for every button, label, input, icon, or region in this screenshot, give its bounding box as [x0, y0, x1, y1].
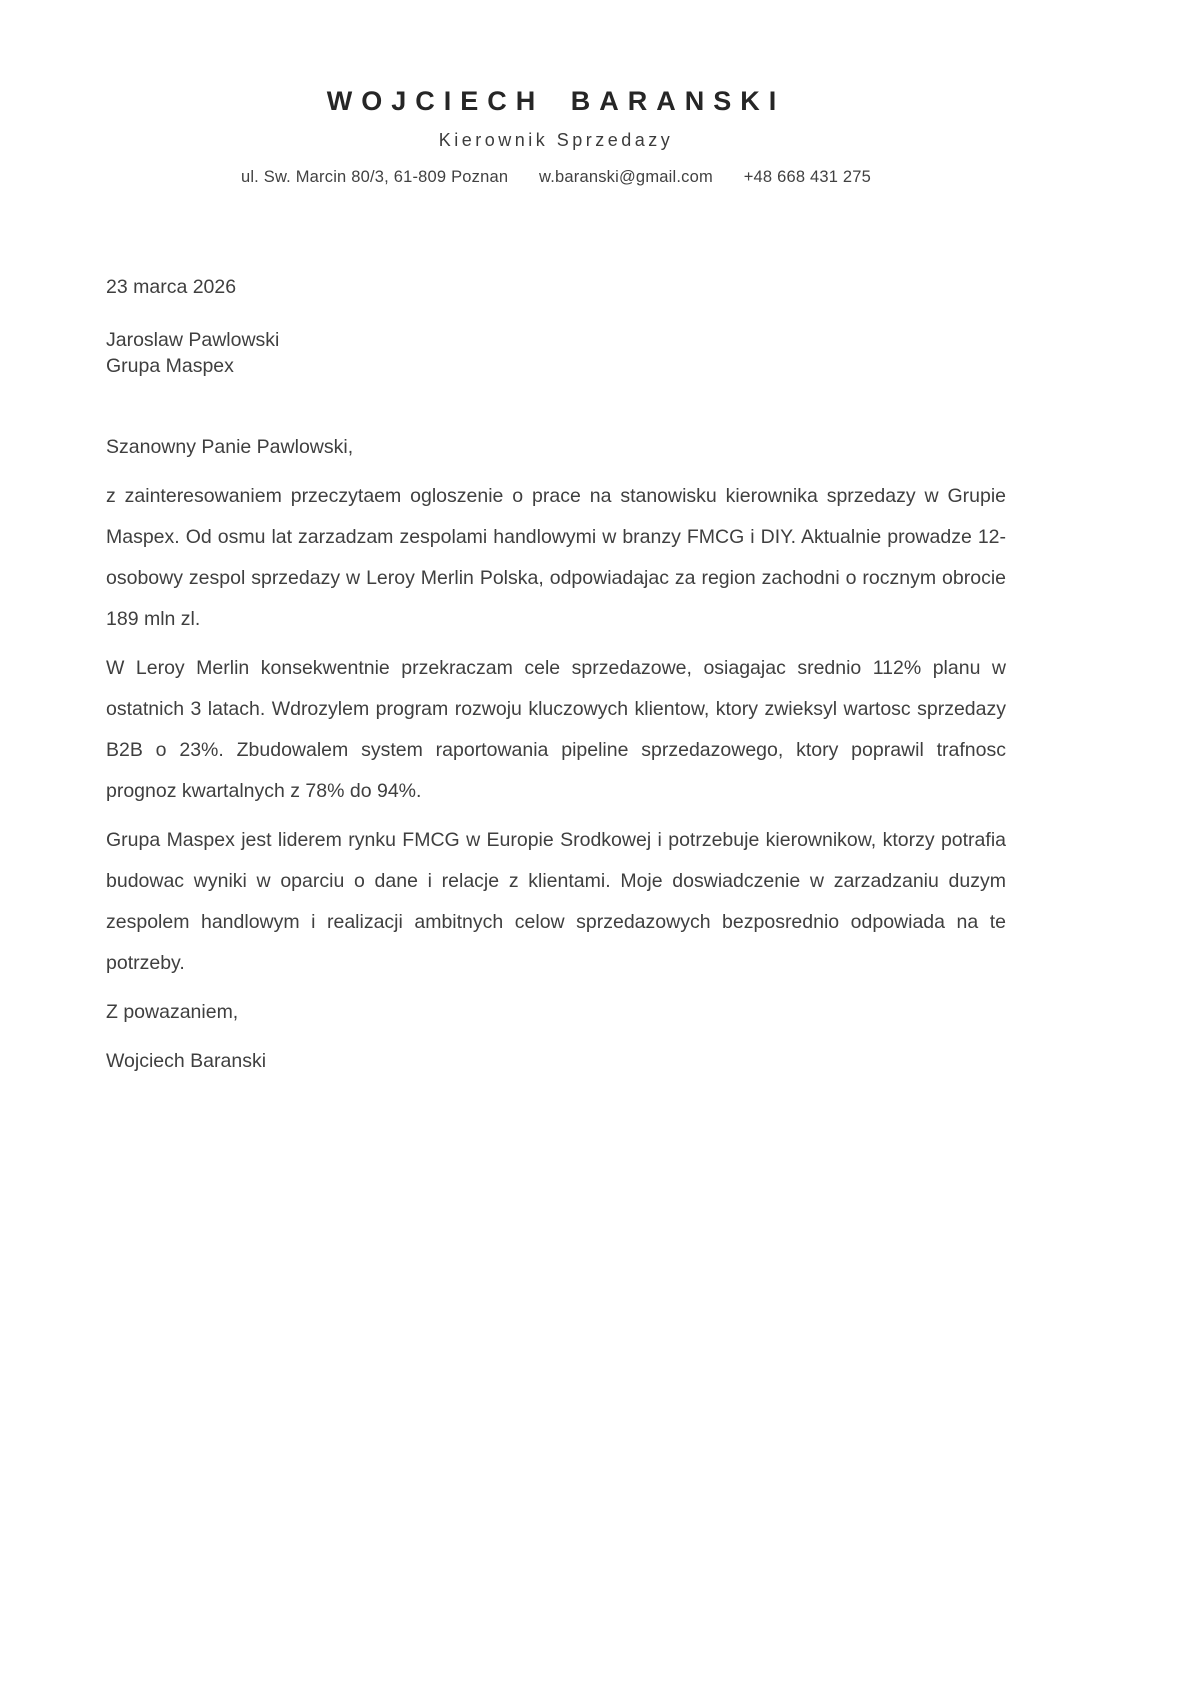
- page-title: WOJCIECH BARANSKI: [326, 86, 786, 116]
- body-paragraph-3: Grupa Maspex jest liderem rynku FMCG w Europie Srodkowej i potrzebuje kierownikow, ktorzy potrafia budowac wyniki w oparciu o dane i relacje z klientami. Moje doswiadczenie w zarzadzaniu duzym zespolem handlowym i realizacji ambitnych celow sprzedazowych bezposrednio odpowiada na te potrzeby.: [106, 829, 1006, 974]
- letter-header: [106, 86, 1006, 187]
- recipient-block: [106, 328, 1006, 379]
- body-paragraph-2: W Leroy Merlin konsekwentnie przekraczam cele sprzedazowe, osiagajac srednio 112% planu w ostatnich 3 latach. Wdrozylem program rozwoju kluczowych klientow, ktory zwieksyl wartosc sprzedazy B2B o 23%. Zbudowalem system raportowania pipeline sprzedazowego, ktory poprawil trafnosc prognoz kwartalnych z 78% do 94%.: [106, 657, 1006, 802]
- salutation: Szanowny Panie Pawlowski,: [106, 436, 354, 458]
- letter-page: [106, 0, 1006, 1082]
- recipient-company: Grupa Maspex: [106, 354, 234, 377]
- contact-phone: +48 668 431 275: [743, 168, 872, 186]
- closing-line: Z powazaniem,: [106, 1001, 239, 1023]
- contact-address: ul. Sw. Marcin 80/3, 61-809 Poznan: [240, 168, 509, 186]
- recipient-name: Jaroslaw Pawlowski: [106, 329, 280, 351]
- letter-body: [106, 275, 1006, 1082]
- signature-name: Wojciech Baranski: [106, 1050, 267, 1072]
- contact-line: [106, 168, 1006, 187]
- job-title: Kierownik Sprzedazy: [438, 130, 674, 150]
- contact-email: w.baranski@gmail.com: [539, 168, 713, 186]
- letter-date: 23 marca 2026: [106, 276, 237, 298]
- body-paragraph-1: z zainteresowaniem przeczytaem ogloszenie o prace na stanowisku kierownika sprzedazy w Grupie Maspex. Od osmu lat zarzadzam zespolami handlowymi w branzy FMCG i DIY. Aktualnie prowadze 12-osobowy zespol sprzedazy w Leroy Merlin Polska, odpowiadajac za region zachodni o rocznym obrocie 189 mln zl.: [106, 485, 1006, 630]
